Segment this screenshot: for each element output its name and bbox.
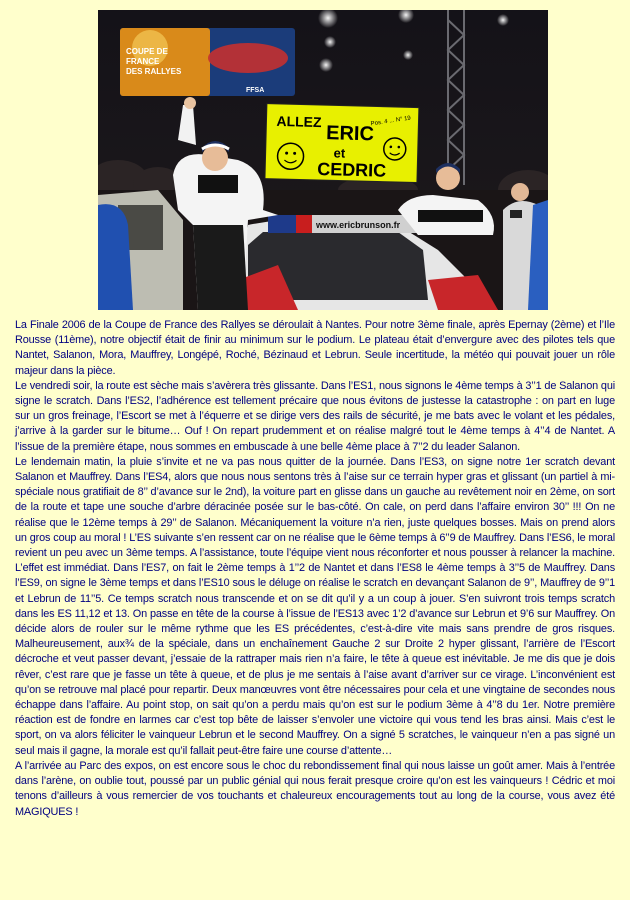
stage-light xyxy=(324,36,336,48)
paragraph-intro: La Finale 2006 de la Coupe de France des Rallyes se déroulait à Nantes. Pour notre 3ème finale, après Epernay (2ème) et l’Ile Rousse (11ème), notre objectif était de finir au minimum sur le podium. Le plateau était d’envergure avec des pilotes tels que Nantet, Salanon, Mora, Mauffrey, Longépé, Roché, Bézinaud et Lebrun. Seule incertitude, la météo qui pouvait jouer un rôle majeur dans la pièce. xyxy=(15,319,615,377)
svg-text:et: et xyxy=(333,145,346,161)
stage-light xyxy=(319,58,333,72)
stage-light xyxy=(403,50,413,60)
svg-text:ERIC: ERIC xyxy=(325,122,375,146)
svg-text:www.ericbrunson.fr: www.ericbrunson.fr xyxy=(316,220,401,230)
svg-text:COUPE DE: COUPE DE xyxy=(126,47,168,56)
svg-text:DES RALLYES: DES RALLYES xyxy=(126,67,182,76)
podium-scene xyxy=(98,10,548,310)
rally-billboard xyxy=(120,28,295,96)
paragraph-saturday: Le lendemain matin, la pluie s’invite et ne va pas nous quitter de la journée. Dans l’ES3, on signe notre 1er scratch devant Salanon et Mauffrey. Dans l’ES4, alors que nous nous sentons très à l’aise sur ce terrain hyper gras et glissant (un partiel à mi-spéciale nous gratifiait de 8’’ d’avance sur le 2nd), la voiture part en glisse dans un gauche au revêtement noir en 2ème, on sort de la route et tape une souche d’arbre déracinée posée sur le bas-côté. On cale, on perd dans l’affaire environ 30’’ !!! On ne réalise que le 12ème temps à 29’’ de Salanon. Mécaniquement la voiture n’a rien, juste quelques bosses. Mais on prend alors un gros coup au moral ! L’ES suivante s’en ressent car on ne réalise que le 6ème temps à 6’’9 de Mauffrey. Dans l’ES6, le moral revient un peu avec un 3ème temps. A l’assistance, toute l’équipe vient nous réconforter et nous pousser à relancer la machine. L’effet est immédiat. Dans l’ES7, on fait le 2ème temps à 1’’2 de Nantet et dans l’ES8 le 4ème temps à 3’’5 de Mauffrey. Dans l’ES9, on signe le 3ème temps et dans l’ES10 sous le déluge on réalise le scratch en devançant Salanon de 9’’, Mauffrey de 9’’1 et Lebrun de 11’’5. Ce temps scratch nous transcende et on se dit qu’il y a un coup à jouer. S’en suivront trois temps scratch dans les ES 11,12 et 13. On passe en tête de la course à l’issue de l’ES13 avec 1’2 d’avance sur Lebrun et 9’6 sur Mauffrey. On décide alors de rouler sur le même rythme que les ES précédentes, c’est-à-dire vite mais sans prendre de gros risques. Malheureusement, aux¾ de la spéciale, dans un enchaînement Gauche 2 sur Droite 2 hyper glissant, l’arrière de l’Escort décroche et veut passer devant, j’essaie de la rattraper mais rien n’a faire, le tête à queue est inévitable. Je me dis que je dois rêver, c’est rare que je fasse un tête à queue, et de plus je me sentais à l’aise avant d’arriver sur ce virage. L’inconvénient est qu’on se retrouve mal placé pour repartir. Deux manœuvres vont être nécessaires pour cela et une vingtaine de secondes nous échappe dans l’affaire. Au point stop, on sait qu’on a perdu mais qu’on est sur le podium 3ème à 4’’8 du 1er. Notre première réaction est de fondre en larmes car c’est top bête de laisser s’envoler une victoire qui vous tend les bras ainsi. Mais c’est le sport, on va alors féliciter le vainqueur Lebrun et le second Mauffrey. On a signé 5 scratches, le vainqueur n’en a pas signé un seul mais il gagne, la morale est qu’il fallait peut-être faire une course d’attente… xyxy=(15,455,615,757)
paragraph-friday: Le vendredi soir, la route est sèche mais s’avèrera très glissante. Dans l’ES1, nous signons le 4ème temps à 3’’1 de Salanon qui signe le scratch. Dans l’ES2, l’adhérence est tellement précaire que nous évitons de justesse la catastrophe : on part en luge sur un gros freinage, l’Escort se met à l’équerre et se dirige vers des rails de sécurité, je me bats avec le volant et les pédales, j’arrive à la garder sur le bitume… Ouf ! On repart prudemment et on réalise malgré tout le 4ème temps à 4’’4 de Nantet. A l’issue de la première étape, nous sommes en embuscade à une belle 4ème place à 7’’2 du leader Salanon. xyxy=(15,379,615,453)
svg-text:CEDRIC: CEDRIC xyxy=(316,158,387,181)
svg-text:FFSA: FFSA xyxy=(246,87,265,94)
svg-text:FRANCE: FRANCE xyxy=(126,57,160,66)
rally-report xyxy=(15,318,615,820)
supporters-banner xyxy=(265,104,419,183)
svg-text:Pos. 4 ... N° 19: Pos. 4 ... N° 19 xyxy=(370,115,412,128)
rally-podium-photo xyxy=(98,10,548,310)
stage-light xyxy=(497,14,509,26)
svg-text:ALLEZ: ALLEZ xyxy=(276,112,322,131)
paragraph-arrival: A l’arrivée au Parc des expos, on est encore sous le choc du rebondissement final qui nous laisse un goût amer. Mais à l’entrée dans l’arène, on oublie tout, poussé par un public génial qui nous ferait presque croire qu’on est les vainqueurs ! Cédric et moi tenons d’ailleurs à vous remercier de vos touchants et chaleureux encouragements tout au long de la course, vous avez été MAGIQUES ! xyxy=(15,759,615,818)
